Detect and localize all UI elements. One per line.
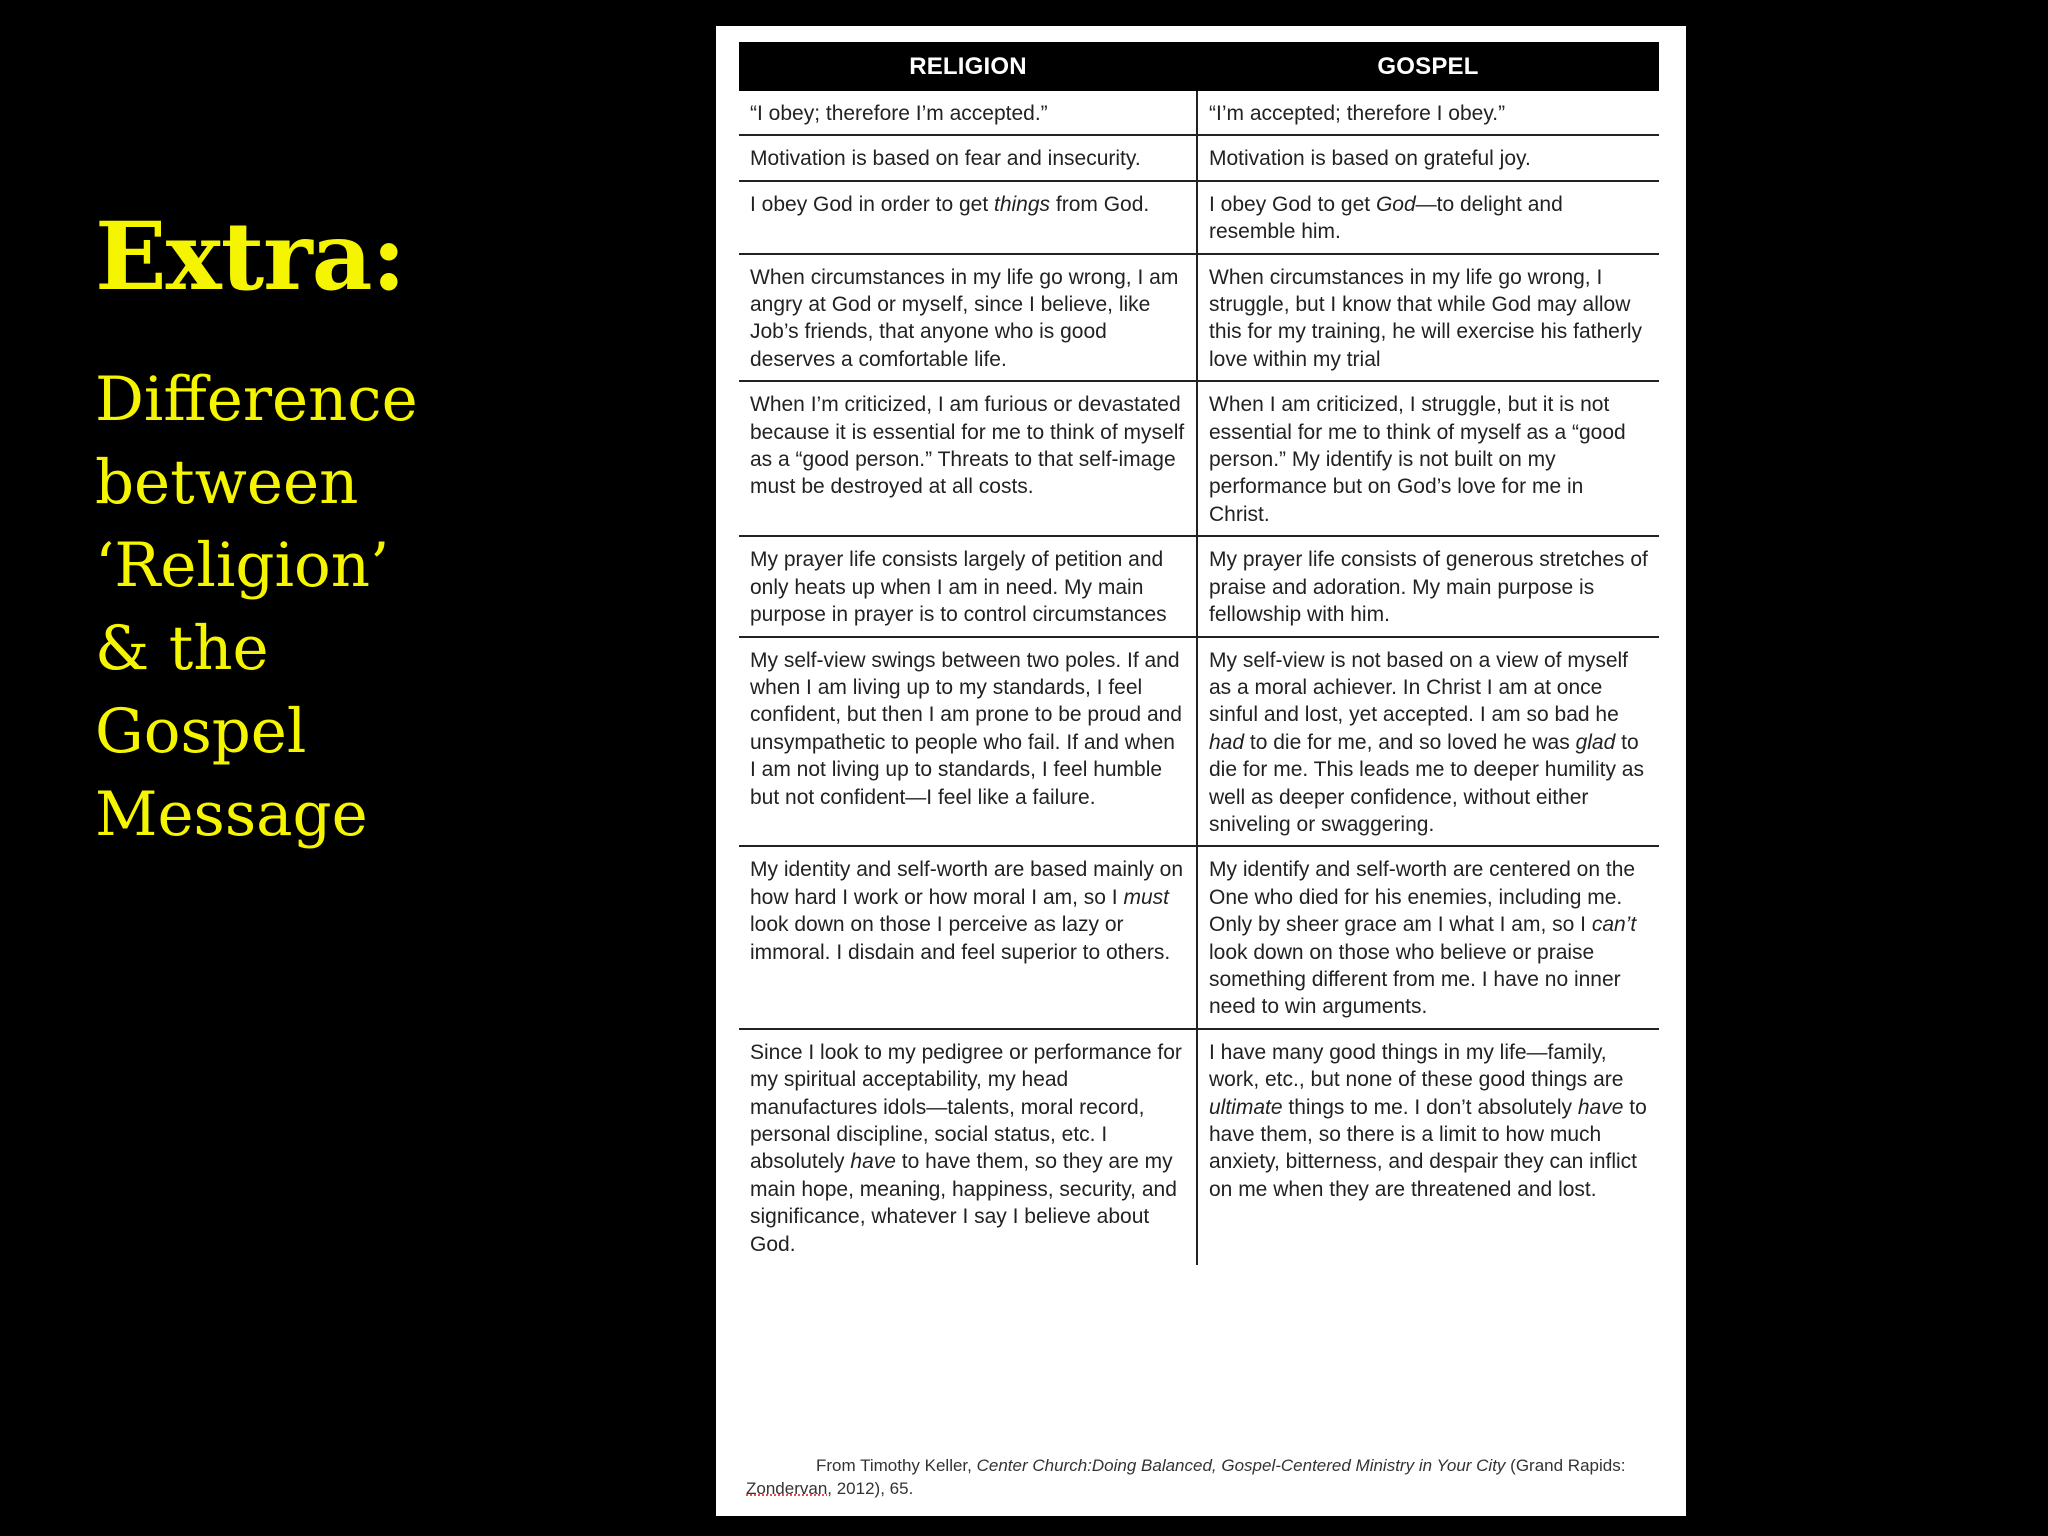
table-row: [739, 381, 1659, 536]
table-header-row: [739, 42, 1659, 91]
cell-text: When I am criticized, I struggle, but it is not essential for me to think of myself as a “good person.” My identify is not built on my performance but on God’s love for me in Christ.: [1209, 393, 1626, 526]
religion-cell: [739, 1029, 1197, 1265]
gospel-cell: [1197, 181, 1659, 254]
citation-prefix: From Timothy Keller,: [816, 1456, 977, 1475]
slide-subtitle: Difference between ‘Religion’ & the Gospel Message: [95, 364, 418, 850]
citation-suffix: , 2012), 65.: [827, 1479, 914, 1498]
table-row: [739, 536, 1659, 636]
table-body: [739, 91, 1659, 1265]
gospel-cell: [1197, 91, 1659, 135]
religion-cell: [739, 536, 1197, 636]
emphasis-text: God: [1375, 192, 1416, 216]
cell-text: When circumstances in my life go wrong, I struggle, but I know that while God may allow this for my training, he will exercise his fatherly love within my trial: [1209, 265, 1642, 371]
citation: [746, 1454, 1656, 1500]
cell-text: from God.: [1050, 192, 1150, 216]
cell-text: When circumstances in my life go wrong, I am angry at God or myself, since I believe, like Job’s friends, that anyone who is good deserves a comfortable life.: [750, 265, 1179, 371]
emphasis-text: have: [850, 1150, 896, 1174]
gospel-cell: [1197, 846, 1659, 1028]
slide-heading: Extra:: [95, 202, 406, 312]
cell-text: look down on those who believe or praise something different from me. I have no inner need to win arguments.: [1209, 940, 1621, 1019]
cell-text: My identify and self-worth are centered on the One who died for his enemies, including me. Only by sheer grace am I what I am, so I: [1209, 858, 1636, 937]
cell-text: to die for me, and so loved he was: [1244, 730, 1576, 754]
cell-text: Since I look to my pedigree or performance for my spiritual acceptability, my head manufactures idols—talents, moral record, personal discipline, social status, etc. I absolutely: [750, 1040, 1182, 1174]
cell-text: I have many good things in my life—family, work, etc., but none of these good things are: [1209, 1040, 1624, 1092]
emphasis-text: must: [1123, 885, 1169, 909]
emphasis-text: had: [1209, 730, 1245, 754]
religion-gospel-table: [739, 42, 1659, 1265]
cell-text: Motivation is based on fear and insecurity.: [750, 147, 1141, 171]
citation-book-title: Center Church:Doing Balanced, Gospel-Centered Ministry in Your City: [976, 1456, 1506, 1475]
emphasis-text: have: [1577, 1095, 1624, 1119]
religion-cell: [739, 135, 1197, 180]
cell-text: —to delight and resemble him.: [1209, 192, 1563, 244]
cell-text: to have them, so they are my main hope, meaning, happiness, security, and significance, whatever I say I believe about God.: [750, 1150, 1177, 1256]
cell-text: to have them, so there is a limit to how much anxiety, bitterness, and despair they can inflict on me when they are threatened and lost.: [1209, 1095, 1647, 1201]
citation-middle: (Grand Rapids:: [1505, 1456, 1626, 1475]
gospel-cell: [1197, 637, 1659, 847]
cell-text: to die for me. This leads me to deeper humility as well as deeper confidence, without either sniveling or swaggering.: [1209, 730, 1644, 836]
table-row: [739, 637, 1659, 847]
cell-text: My identity and self-worth are based mainly on how hard I work or how moral I am, so I: [750, 858, 1184, 909]
gospel-cell: [1197, 254, 1659, 382]
cell-text: I obey God in order to get: [750, 192, 994, 216]
religion-cell: [739, 637, 1197, 847]
religion-cell: [739, 91, 1197, 135]
religion-cell: [739, 254, 1197, 382]
gospel-cell: [1197, 536, 1659, 636]
religion-column-header: RELIGION: [739, 42, 1197, 91]
cell-text: My prayer life consists of generous stretches of praise and adoration. My main purpose is fellowship with him.: [1209, 548, 1648, 627]
cell-text: My prayer life consists largely of petition and only heats up when I am in need. My main purpose in prayer is to control circumstances: [750, 548, 1167, 627]
emphasis-text: can’t: [1591, 913, 1637, 937]
cell-text: My self-view swings between two poles. If and when I am living up to my standards, I feel confident, but then I am prone to be proud and unsympathetic to people who fail. If and when I am not living up to standards, I feel humble but not confident—I feel like a failure.: [750, 648, 1182, 809]
table-row: [739, 846, 1659, 1028]
emphasis-text: ultimate: [1209, 1095, 1283, 1119]
religion-cell: [739, 181, 1197, 254]
cell-text: Motivation is based on grateful joy.: [1209, 147, 1531, 171]
emphasis-text: things: [993, 192, 1051, 216]
table-row: [739, 91, 1659, 135]
religion-cell: [739, 381, 1197, 536]
gospel-cell: [1197, 1029, 1659, 1265]
gospel-cell: [1197, 135, 1659, 180]
cell-text: things to me. I don’t absolutely: [1282, 1095, 1578, 1119]
gospel-column-header: GOSPEL: [1197, 42, 1659, 91]
emphasis-text: glad: [1575, 730, 1616, 754]
table-row: [739, 181, 1659, 254]
cell-text: My self-view is not based on a view of myself as a moral achiever. In Christ I am at once sinful and lost, yet accepted. I am so bad he: [1209, 648, 1628, 727]
table-row: [739, 135, 1659, 180]
religion-cell: [739, 846, 1197, 1028]
cell-text: “I obey; therefore I’m accepted.”: [750, 102, 1048, 125]
cell-text: When I’m criticized, I am furious or devastated because it is essential for me to think of myself as a “good person.” Threats to that self-image must be destroyed at all costs.: [750, 393, 1185, 499]
gospel-cell: [1197, 381, 1659, 536]
cell-text: look down on those I perceive as lazy or immoral. I disdain and feel superior to others.: [750, 913, 1171, 964]
cell-text: I obey God to get: [1209, 192, 1376, 216]
citation-publisher: Zondervan: [746, 1479, 828, 1498]
cell-text: “I’m accepted; therefore I obey.”: [1209, 102, 1506, 125]
table-row: [739, 1029, 1659, 1265]
comparison-document: [716, 26, 1686, 1516]
table-row: [739, 254, 1659, 382]
